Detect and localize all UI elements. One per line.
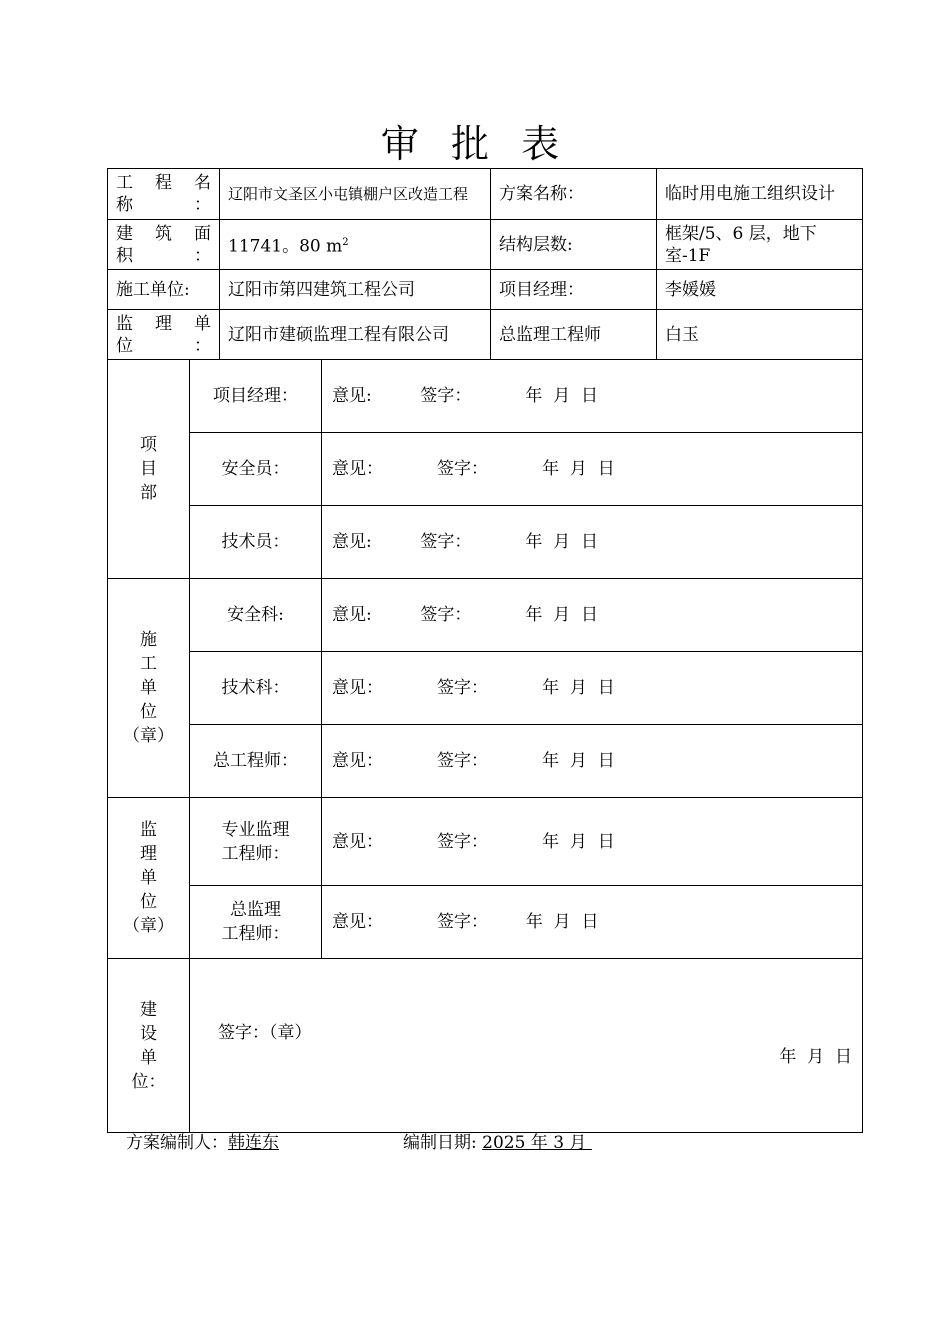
construction-unit-value: 辽阳市第四建筑工程公司 xyxy=(220,270,491,310)
project-manager-label: 项目经理： xyxy=(491,270,657,310)
technician-opinion: 意见: 签字： 年 月 日 xyxy=(322,506,863,579)
compile-date-label: 编制日期: xyxy=(403,1133,483,1153)
owner-sign-area xyxy=(190,959,863,1133)
supervision-unit-seal-label xyxy=(108,798,190,959)
compile-date-line xyxy=(403,1131,592,1155)
chief-supervisor-opinion: 意见： 签字： 年 月 日 xyxy=(322,886,863,959)
project-manager-value: 李媛媛 xyxy=(657,270,863,310)
owner-unit-char: 建 xyxy=(140,999,157,1020)
project-name-value: 辽阳市文圣区小屯镇棚户区改造工程 xyxy=(220,169,491,220)
specialist-supervisor-role xyxy=(190,798,322,886)
chief-supervisor-label: 总监理工程师 xyxy=(491,310,657,360)
structure-floors-label: 结构层数: xyxy=(491,220,657,270)
tech-dept-opinion: 意见： 签字： 年 月 日 xyxy=(322,652,863,725)
specialist-role-line1: 专业监理 xyxy=(221,819,290,840)
construction-unit-seal-label xyxy=(108,579,190,798)
chief-engineer-role: 总工程师： xyxy=(190,725,322,798)
approval-table xyxy=(107,359,863,1133)
owner-unit-char: 设 xyxy=(140,1023,157,1044)
owner-sign-label: 签字：（章） xyxy=(218,1023,312,1043)
building-area-value xyxy=(220,220,491,270)
building-area-label: 建 筑 面积： xyxy=(108,220,220,270)
project-info-table xyxy=(107,168,863,360)
project-dept-label xyxy=(108,360,190,579)
construction-unit-char: 位 xyxy=(140,702,157,722)
supervision-unit-char: 单 xyxy=(140,868,157,888)
project-name-label: 工 程 名称： xyxy=(108,169,220,220)
safety-officer-opinion: 意见： 签字： 年 月 日 xyxy=(322,433,863,506)
chief-supervisor-value: 白玉 xyxy=(657,310,863,360)
pm-role: 项目经理： xyxy=(190,360,322,433)
author-line xyxy=(126,1131,279,1155)
supervision-unit-label: 监 理 单位： xyxy=(108,310,220,360)
supervision-unit-char: 理 xyxy=(140,844,157,864)
supervision-unit-char: 位 xyxy=(140,892,157,912)
supervision-unit-value: 辽阳市建硕监理工程有限公司 xyxy=(220,310,491,360)
building-area-number: 11741。80 m xyxy=(228,236,343,257)
area-unit-sup: 2 xyxy=(342,236,349,248)
owner-date: 年 月 日 xyxy=(779,1047,852,1067)
page-title: 审 批 表 xyxy=(380,122,570,166)
chief-supervisor-role-line1: 总监理 xyxy=(230,900,281,920)
supervision-unit-char: （章） xyxy=(123,916,174,936)
supervision-unit-char: 监 xyxy=(140,820,157,840)
owner-unit-char: 位： xyxy=(131,1071,166,1092)
specialist-role-line2: 工程师： xyxy=(221,843,290,864)
pm-opinion: 意见: 签字： 年 月 日 xyxy=(322,360,863,433)
chief-supervisor-role xyxy=(190,886,322,959)
structure-floors-value: 框架/5、6 层，地下室-1F xyxy=(657,220,863,270)
tech-dept-role: 技术科： xyxy=(190,652,322,725)
construction-unit-char: 工 xyxy=(140,654,157,674)
chief-supervisor-role-line2: 工程师： xyxy=(221,924,290,944)
technician-role: 技术员： xyxy=(190,506,322,579)
owner-unit-char: 单 xyxy=(140,1047,157,1068)
construction-unit-char: 单 xyxy=(140,678,157,698)
project-dept-char: 项 xyxy=(140,435,157,455)
plan-name-value: 临时用电施工组织设计 xyxy=(657,169,863,220)
project-dept-char: 目 xyxy=(140,459,157,479)
safety-dept-role: 安全科: xyxy=(190,579,322,652)
safety-dept-opinion: 意见: 签字： 年 月 日 xyxy=(322,579,863,652)
compile-date-value: 2025 年 3 月 xyxy=(482,1133,592,1153)
construction-unit-char: 施 xyxy=(140,630,157,650)
author-value: 韩连东 xyxy=(228,1133,279,1153)
construction-unit-char: （章） xyxy=(123,726,174,746)
author-label: 方案编制人： xyxy=(126,1133,228,1153)
chief-engineer-opinion: 意见： 签字： 年 月 日 xyxy=(322,725,863,798)
safety-officer-role: 安全员： xyxy=(190,433,322,506)
project-dept-char: 部 xyxy=(140,483,157,503)
specialist-supervisor-opinion: 意见： 签字： 年 月 日 xyxy=(322,798,863,886)
owner-unit-label xyxy=(108,959,190,1133)
construction-unit-label: 施工单位: xyxy=(108,270,220,310)
plan-name-label: 方案名称： xyxy=(491,169,657,220)
